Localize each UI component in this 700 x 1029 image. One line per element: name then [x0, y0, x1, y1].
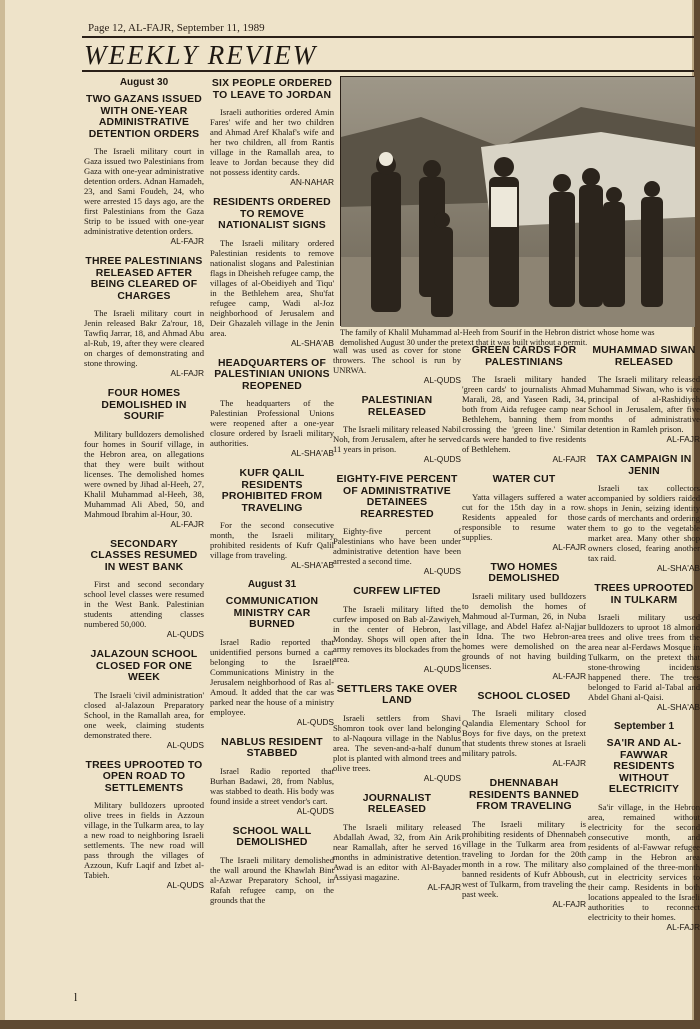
article-headline: NABLUS RESIDENT STABBED: [221, 736, 323, 759]
article-body: The Israeli military court in Gaza issued two Palestinians from Gaza with one-year administrative detention orders. Adnan Hamadeh, 23, and Sami Foudeh, 24, who were arrested 15 days ago, are the first Palestinians from the Gaza Strip to be issued with one-year administrative detention orders.: [84, 146, 204, 236]
article-body: The headquarters of the Palestinian Professional Unions were reopened after a one-year closure ordered by Israeli military authorities.: [210, 398, 334, 448]
article-headline: RESIDENTS ORDERED TO REMOVE NATIONALIST SIGNS: [213, 197, 331, 231]
article-body: The Israeli military court in Jenin released Bakr Za'rour, 18, Tawfiq Jarrar, 18, and Ahmad Abu al-Rub, 19, after they were cleared on charges of demonstrating and stone throwing.: [84, 308, 204, 368]
article: [462, 474, 586, 552]
column-2-articles: [210, 78, 334, 570]
article-body: Israeli military used bulldozers to uproot 18 almond trees and olive trees from the area near al-Ferdaws Mosque in Tulkarm, on the pretext that stone-throwing incidents happened there. The trees belonged to Farid al-Tabal and Abdel Ghani al-Qaisi.: [588, 612, 700, 702]
article-source: AL-QUDS: [296, 716, 334, 727]
page-binding-edge: [0, 0, 5, 1020]
article: [84, 539, 204, 640]
date-heading: August 30: [119, 77, 169, 88]
article-source: AL-FAJR: [552, 454, 586, 464]
article: [84, 94, 204, 246]
article-headline: EIGHTY-FIVE PERCENT OF ADMINISTRATIVE DETAINEES REARRESTED: [336, 474, 458, 520]
family-photo-illustration: [341, 77, 695, 327]
article-headline: GREEN CARDS FOR PALESTINIANS: [471, 345, 577, 368]
article-headline: TREES UPROOTED TO OPEN ROAD TO SETTLEMENTS: [85, 759, 203, 794]
article-source: AL-FAJR: [666, 434, 700, 444]
article-body: The Israeli military demolished the wall around the Khawlah Bint al-Azwar Preparatory School, in Rafah refugee camp, on the grounds that the: [210, 854, 334, 905]
news-photo: [340, 76, 694, 326]
article-source: AL-SHA'AB: [290, 337, 334, 348]
article-headline: PALESTINIAN RELEASED: [361, 395, 433, 418]
article: [462, 562, 586, 681]
article-headline: HEADQUARTERS OF PALESTINIAN UNIONS REOPENED: [214, 357, 330, 392]
column-4: [462, 345, 586, 919]
article-headline: SECONDARY CLASSES RESUMED IN WEST BANK: [90, 538, 198, 573]
article: [588, 454, 700, 573]
column-5-articles: [588, 345, 700, 712]
article-headline: SCHOOL WALL DEMOLISHED: [232, 825, 312, 848]
article-headline: WATER CUT: [492, 474, 556, 485]
article: [588, 345, 700, 444]
article-body: Israel Radio reported that unidentified persons burned a car belonging to the Israeli Communications Ministry in the Jerusalem neighborhood of Ras al-Amoud. It added that the car was parked near the house of a ministry employee.: [210, 636, 334, 717]
article-headline: MUHAMMAD SIWAN RELEASED: [592, 345, 696, 368]
article-body: Israeli military used bulldozers to demolish the homes of Mahmoud al-Turman, 26, in Nuba village, and Abdel Hafez al-Najjar in Idna. The two Hebron-area homes were demolished on the grounds of not having building licenses.: [462, 590, 586, 671]
article-source: AL-FAJR: [170, 236, 204, 246]
page-margin-mark: l: [74, 990, 78, 1004]
article-body: The Israeli military handed 'green cards' to journalists Ahmad Marali, 28, and Yaseen Radi, 34, both from Aida refugee camp near Bethlehem, banning them from crossing the 'green line.' Similar cards were handed to five residents of Bethlehem.: [462, 374, 586, 454]
article-headline: TWO GAZANS ISSUED WITH ONE-YEAR ADMINISTRATIVE DETENTION ORDERS: [86, 94, 202, 140]
column-3: [333, 345, 461, 902]
article: [210, 358, 334, 459]
article-body: Eighty-five percent of Palestinians who have been under administrative detention have been arrested a second time.: [333, 526, 461, 566]
photo-caption: The family of Khalil Muhammad al-Heeh from Sourif in the Hebron district whose home was demolished August 30 under the pretext that it was built without a permit.: [340, 328, 655, 347]
article-body: The Israeli military lifted the curfew imposed on Bab al-Zawiyeh, in the center of Hebron, last Monday. Shops will open after the army removes its blockades from the area.: [333, 603, 461, 664]
article: [588, 583, 700, 712]
column-5-articles-2: [588, 738, 700, 932]
article: [210, 826, 334, 905]
article-headline: KUFR QALIL RESIDENTS PROHIBITED FROM TRAVELING: [221, 468, 323, 514]
article: [84, 760, 204, 891]
article: [84, 649, 204, 750]
article-headline: TREES UPROOTED IN TULKARM: [594, 583, 694, 606]
article: [333, 395, 461, 464]
article-body: Yatta villagers suffered a water cut for the 15th day in a row. Residents appealed for those responsible to resume water supplies.: [462, 491, 586, 542]
article-headline: SETTLERS TAKE OVER LAND: [336, 683, 458, 706]
article-source: AL-FAJR: [666, 921, 700, 932]
article: [588, 738, 700, 932]
article-body: The Israeli military released Muhammad Siwan, who is vice principal of al-Rashidiyeh School in Jerusalem, after five months of administrative detention in Ramleh prison.: [588, 374, 700, 434]
column-3-articles: [333, 345, 461, 892]
column-1-articles: [84, 94, 204, 890]
section-title: WEEKLY REVIEW: [84, 40, 318, 70]
article-body: Military bulldozers uprooted olive trees in fields in Azzoun village, in the Tulkarm area, to lay a new road to neighboring Israeli settlements. The new road will pass through the villages of Azzoun, Kufr Laqif and Izbet al-Tabieh.: [84, 800, 204, 880]
article-body: First and second secondary school level classes were resumed in the West Bank. Palestinian students attending classes numbered 50,000.: [84, 579, 204, 629]
article-body: The Israeli military released Abdallah Awad, 32, from Ain Arik near Ramallah, after he served 16 months in administrative detention. Awad is an editor with Al-Bayader Assiyasi magazine.: [333, 821, 461, 882]
article-body: Israel Radio reported that Burhan Badawi, 28, from Nablus, was stabbed to death. His body was found inside a street vendor's cart.: [210, 765, 334, 806]
article: [84, 256, 204, 378]
article: [210, 78, 334, 187]
article-source: AL-QUDS: [423, 454, 461, 464]
article-source: AL-QUDS: [423, 772, 461, 783]
article-body: For the second consecutive month, the Israeli military prohibited residents of Kufr Qalil village from traveling.: [210, 520, 334, 560]
article-body: The Israeli military closed Qalandia Elementary School for Boys for five days, on the pretext that students threw stones at Israeli military patrols.: [462, 708, 586, 758]
article-headline: CURFEW LIFTED: [353, 586, 441, 597]
article: [462, 345, 586, 464]
article-source: AL-SHA'AB: [290, 560, 334, 570]
article-source: AL-QUDS: [423, 566, 461, 576]
article-source: AN-NAHAR: [290, 177, 334, 187]
article-source: AL-FAJR: [552, 758, 586, 768]
article-headline: DHENNABAH RESIDENTS BANNED FROM TRAVELING: [468, 778, 579, 812]
article: [333, 586, 461, 674]
column-2: [210, 78, 334, 907]
article-body: The Israeli 'civil administration' closed al-Jalazoun Preparatory School, in the Ramallah area, for one week, claiming students demonstrated there.: [84, 689, 204, 740]
article: [84, 388, 204, 529]
article: [210, 468, 334, 570]
article: [333, 793, 461, 892]
article-source: AL-QUDS: [423, 663, 461, 674]
article: [210, 737, 334, 816]
article-headline: JALAZOUN SCHOOL CLOSED FOR ONE WEEK: [90, 649, 198, 683]
article-headline: THREE PALESTINIANS RELEASED AFTER BEING CLEARED OF CHARGES: [85, 256, 203, 302]
article-source: AL-QUDS: [166, 739, 204, 750]
article-body: Israeli authorities ordered Amin Fares' wife and her two children and Ahmad Aref Khalaf's wife and her two children, all from Rantis village in the Ramallah area, to leave to Jordan because they did not possess identity cards.: [210, 107, 334, 177]
article: [333, 474, 461, 576]
article-headline: TWO HOMES DEMOLISHED: [488, 561, 560, 584]
article-source: AL-QUDS: [296, 805, 334, 816]
article-source: AL-FAJR: [552, 541, 586, 552]
masthead-bottom-rule: [82, 70, 694, 72]
article-body: The Israeli military released Nabil Noh, from Jerusalem, after he served 11 years in prison.: [333, 424, 461, 454]
article-body: Military bulldozers demolished four homes in Sourif village, in the Hebron area, on allegations that they were built without licenses. The demolished homes were owned by Jihad al-Heeh, 27, Khalil Muhammad al-Heeh, 38, Muhammad Ali Abed, 50, and Mahmoud Ibrahim al-Hour, 30.: [84, 428, 204, 519]
article-headline: TAX CAMPAIGN IN JENIN: [596, 454, 692, 477]
article-body: Sa'ir village, in the Hebron area, remained without electricity for the second consecutive month, and residents of al-Fawwar refugee camp in the Hebron area complained of the three-month cut in electricity services to their camp. Residents in both locations appealed to the Israeli authorities to reconnect electricity to their homes.: [588, 801, 700, 922]
article: [210, 596, 334, 727]
article: [333, 684, 461, 783]
article-source: AL-QUDS: [166, 880, 204, 890]
article-body: The Israeli military ordered Palestinian residents to remove nationalist slogans and Palestinian flags in Dheisheh refugee camp, the villages of al-Obeidiyeh and Tiqu' in the Bethlehem area, Shu'fat refugee camp, Wadi al-Joz neighborhood of Jerusalem and Deir Ghazaleh village in the Jenin area.: [210, 237, 334, 338]
column-5: [588, 345, 700, 942]
article-headline: SA'IR AND AL-FAWWAR RESIDENTS WITHOUT ELECTRICITY: [606, 738, 682, 795]
article-headline: FOUR HOMES DEMOLISHED IN SOURIF: [101, 388, 187, 422]
column-4-articles: [462, 345, 586, 909]
article-body: Israeli settlers from Shavi Shomron took over land belonging to al-Naqoura village in the Nablus area. The seven-and-a-half dunum plot is planted with almond trees and olive trees.: [333, 712, 461, 773]
column-2-articles-2: [210, 596, 334, 905]
article-source: AL-QUDS: [423, 375, 461, 385]
article-headline: SIX PEOPLE ORDERED TO LEAVE TO JORDAN: [211, 78, 333, 101]
page-folio: Page 12, AL-FAJR, September 11, 1989: [88, 22, 265, 34]
article: [462, 778, 586, 909]
article-source: AL-FAJR: [170, 518, 204, 529]
article-source: AL-FAJR: [170, 368, 204, 378]
article-source: AL-SHA'AB: [656, 702, 700, 712]
article-source: AL-SHA'AB: [290, 448, 334, 458]
article: [210, 197, 334, 348]
article-headline: JOURNALIST RELEASED: [362, 792, 432, 815]
article-source: AL-FAJR: [552, 898, 586, 909]
article-headline: COMMUNICATION MINISTRY CAR BURNED: [225, 596, 319, 630]
article-body: The Israeli military is prohibiting residents of Dhennabeh village in the Tulkarm area from traveling to Jordan for the 20th month in a row. The military also banned residents of Kufr Abboush, west of Tulkarm, from traveling the past week.: [462, 818, 586, 899]
date-heading: August 31: [247, 579, 297, 590]
article-source: AL-FAJR: [427, 881, 461, 892]
article-source: AL-SHA'AB: [656, 563, 700, 573]
date-heading: September 1: [613, 721, 675, 732]
article: [462, 691, 586, 769]
article-body: Israeli tax collectors accompanied by soldiers raided shops in Jenin, seizing identity cards of merchants and ordering them to go to the vegetable market area. Many other shop owners closed, fearing another tax raid.: [588, 483, 700, 563]
column-1: [84, 78, 204, 900]
article-source: AL-QUDS: [166, 629, 204, 639]
article: [333, 345, 461, 385]
article-body: wall was used as cover for stone throwers. The school is run by UNRWA.: [333, 345, 461, 375]
masthead-top-rule: [82, 36, 694, 38]
article-source: AL-FAJR: [552, 670, 586, 681]
article-headline: SCHOOL CLOSED: [477, 690, 571, 702]
